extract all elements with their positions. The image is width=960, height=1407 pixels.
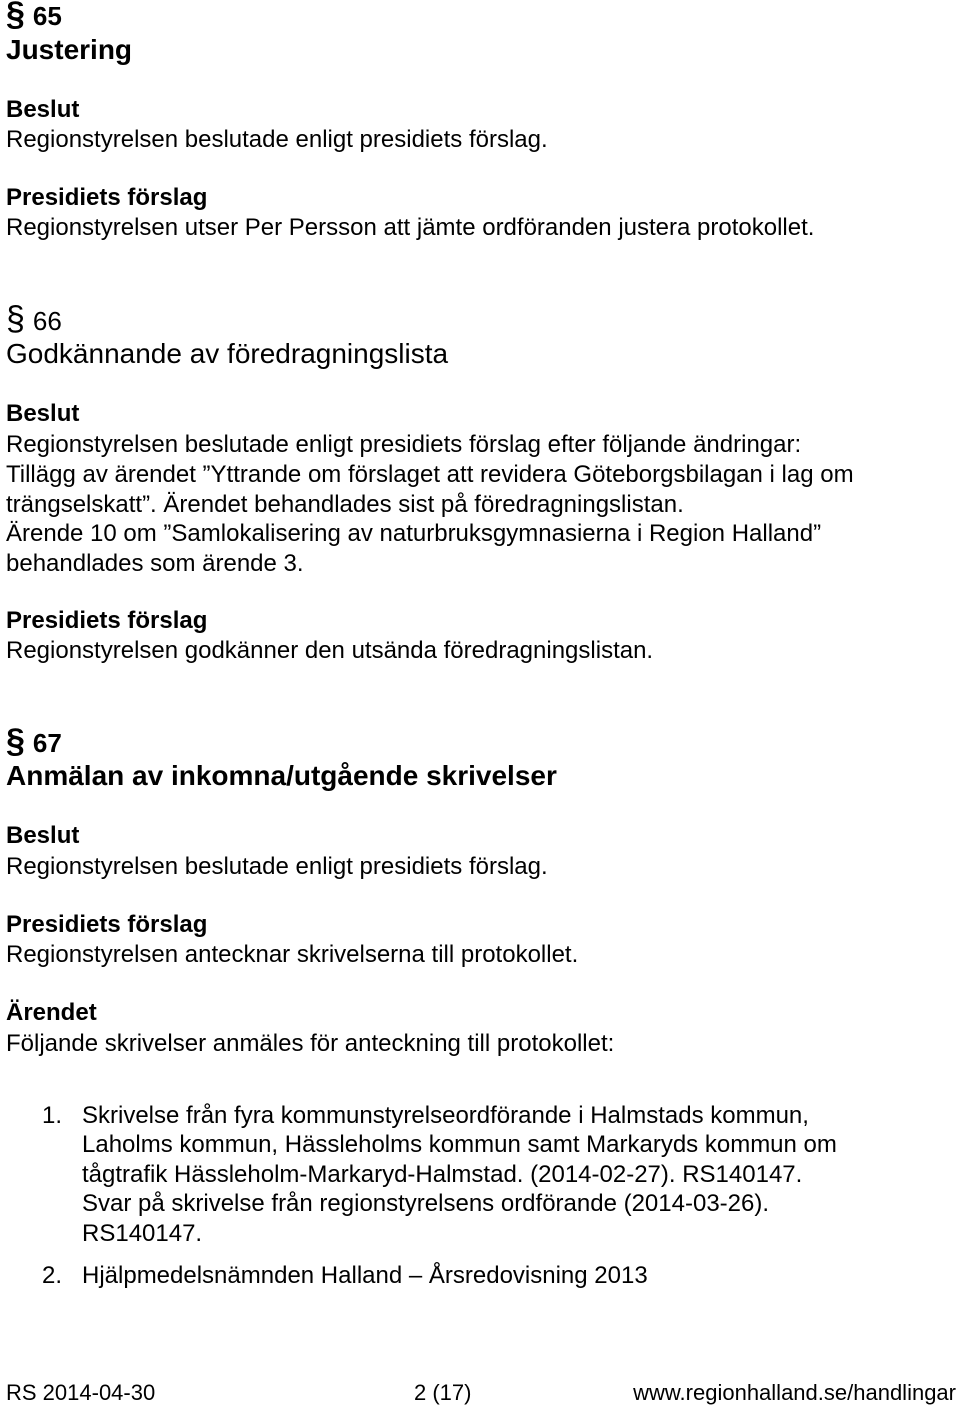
beslut-heading-65: Beslut: [6, 96, 80, 123]
list-item-line: Hjälpmedelsnämnden Halland – Årsredovisning 2013: [82, 1262, 648, 1289]
footer-link[interactable]: www.regionhalland.se/handlingar: [633, 1380, 956, 1405]
paragraph-number-67: § 67: [6, 722, 62, 760]
list-item-line: Skrivelse från fyra kommunstyrelseordförande i Halmstads kommun,: [82, 1102, 809, 1129]
paragraph-number-66: § 66: [6, 300, 62, 338]
arendet-heading-67: Ärendet: [6, 999, 97, 1026]
list-item-line: Laholms kommun, Hässleholms kommun samt Markaryds kommun om: [82, 1131, 837, 1158]
paragraph-number-65: § 65: [6, 0, 62, 33]
section-title-67: Anmälan av inkomna/utgående skrivelser: [6, 760, 557, 791]
beslut-heading-66: Beslut: [6, 400, 80, 427]
beslut-text-line: Tillägg av ärendet ”Yttrande om förslaget att revidera Göteborgsbilagan i lag om: [6, 461, 854, 488]
section-title-65: Justering: [6, 34, 133, 65]
section-symbol: §: [6, 722, 25, 760]
presidiets-forslag-heading-67: Presidiets förslag: [6, 911, 208, 938]
footer-date: RS 2014-04-30: [6, 1380, 156, 1405]
list-item-line: tågtrafik Hässleholm-Markaryd-Halmstad. (2014-02-27). RS140147.: [82, 1161, 803, 1188]
presidiets-forslag-text-66: Regionstyrelsen godkänner den utsända föredragningslistan.: [6, 637, 654, 664]
footer-page-number: 2 (17): [414, 1380, 472, 1405]
presidiets-forslag-heading-65: Presidiets förslag: [6, 184, 208, 211]
beslut-text-line: trängselskatt”. Ärendet behandlades sist på föredragningslistan.: [6, 491, 684, 518]
section-symbol: §: [6, 300, 25, 338]
section-symbol: §: [6, 0, 25, 33]
arendet-text-67: Följande skrivelser anmäles för anteckning till protokollet:: [6, 1030, 615, 1057]
presidiets-forslag-heading-66: Presidiets förslag: [6, 607, 208, 634]
presidiets-forslag-text-67: Regionstyrelsen antecknar skrivelserna till protokollet.: [6, 941, 579, 968]
beslut-text-67: Regionstyrelsen beslutade enligt presidiets förslag.: [6, 853, 548, 880]
list-item-line: Svar på skrivelse från regionstyrelsens ordförande (2014-03-26).: [82, 1190, 770, 1217]
section-title-66: Godkännande av föredragningslista: [6, 338, 449, 369]
beslut-text-line: behandlades som ärende 3.: [6, 550, 304, 577]
beslut-heading-67: Beslut: [6, 822, 80, 849]
list-item-line: RS140147.: [82, 1220, 203, 1247]
beslut-text-line: Regionstyrelsen beslutade enligt presidiets förslag efter följande ändringar:: [6, 431, 802, 458]
presidiets-forslag-text-65: Regionstyrelsen utser Per Persson att jämte ordföranden justera protokollet.: [6, 214, 815, 241]
list-item-number: 2.: [42, 1262, 63, 1289]
beslut-text-line: Ärende 10 om ”Samlokalisering av naturbruksgymnasierna i Region Halland”: [6, 520, 822, 547]
beslut-text-65: Regionstyrelsen beslutade enligt presidiets förslag.: [6, 126, 548, 153]
list-item-number: 1.: [42, 1102, 63, 1129]
